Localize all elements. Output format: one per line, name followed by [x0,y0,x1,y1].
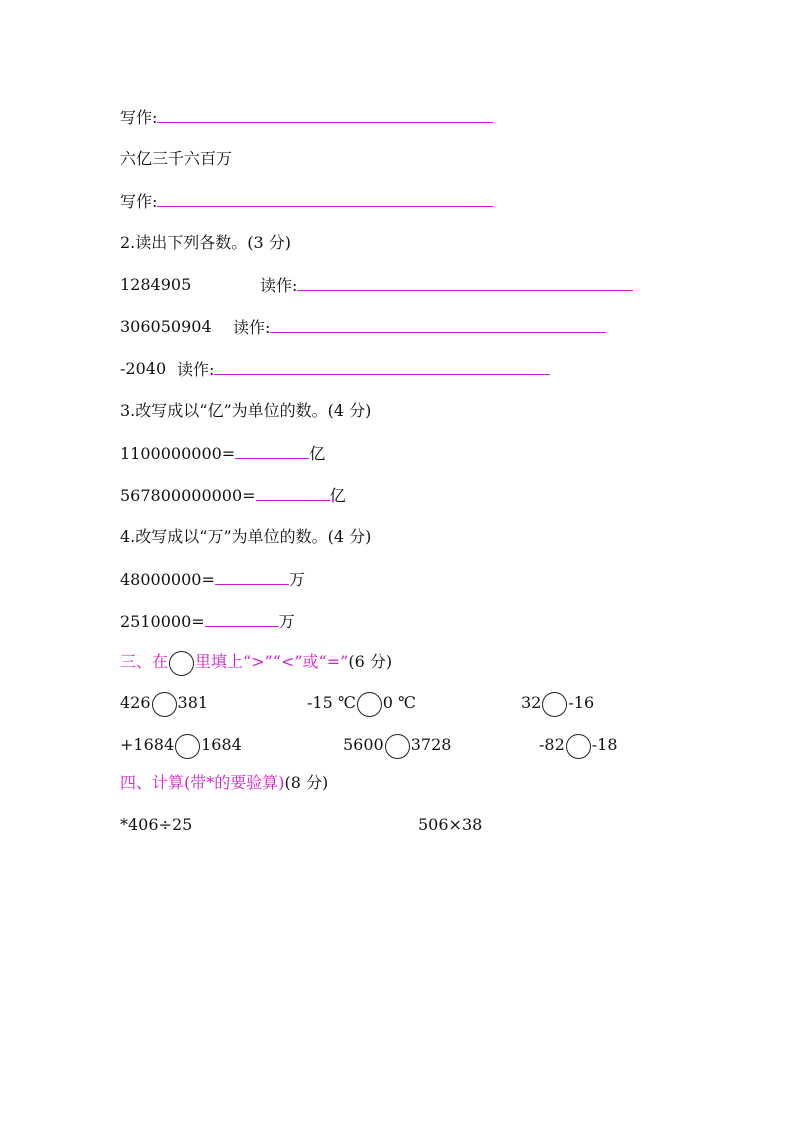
read-group [260,273,633,298]
answer-blank[interactable] [235,441,309,459]
left-value: 5600 [343,735,384,754]
write-line-2 [120,189,493,213]
right-value: -18 [591,735,618,754]
answer-blank[interactable] [205,609,279,627]
left-value: -15 ℃ [307,693,356,712]
question-4-heading: 4.改写成以“万”为单位的数。(4 分) [120,527,372,546]
left-value: 32 [521,693,542,712]
write-line-1 [120,105,493,129]
read-label: 读作: [233,318,271,337]
compare-item [343,733,451,759]
unit: 万 [278,612,295,631]
unit: 亿 [329,486,346,505]
section-3-heading [120,650,392,674]
right-value: 3728 [410,735,452,754]
number: 1284905 [120,275,192,294]
answer-blank[interactable] [270,315,606,333]
section-4-heading [120,771,328,795]
unit: 万 [288,570,305,589]
answer-blank[interactable] [157,105,493,123]
compare-item [521,691,594,717]
compare-item [120,733,242,759]
convert-line [120,441,325,465]
read-group [233,315,606,340]
section-score: (6 分) [348,652,393,671]
answer-blank[interactable] [157,189,493,207]
right-value: 381 [177,693,209,712]
right-value: -16 [568,693,595,712]
question-3-heading: 3.改写成以“亿”为单位的数。(4 分) [120,401,372,420]
number: 306050904 [120,317,212,336]
write-label: 写作: [120,192,158,211]
read-line [120,273,298,297]
compare-circle[interactable] [175,734,200,759]
compare-circle[interactable] [566,734,591,759]
section-score: (8 分) [284,773,329,792]
unit: 亿 [309,444,326,463]
convert-line [120,483,346,507]
write-label: 写作: [120,108,158,127]
calc-problem: 506×38 [418,815,483,834]
read-label: 读作: [177,360,215,379]
question-2-heading: 2.读出下列各数。(3 分) [120,233,292,252]
right-value: 0 ℃ [382,693,416,712]
compare-item [539,733,618,759]
number-in-words: 六亿三千六百万 [120,149,233,168]
right-value: 1684 [201,735,242,754]
section-title: 三、在 [120,652,169,671]
left-value: -82 [539,735,565,754]
convert-line [120,609,295,633]
number: -2040 [120,359,167,378]
expression: 1100000000= [120,444,236,463]
expression: 567800000000= [120,486,256,505]
answer-blank[interactable] [215,567,289,585]
left-value: +1684 [120,735,175,754]
answer-blank[interactable] [214,357,550,375]
compare-item [120,691,208,717]
compare-circle[interactable] [357,692,382,717]
circle-icon [169,651,194,676]
compare-circle[interactable] [385,734,410,759]
answer-blank[interactable] [256,483,330,501]
expression: 48000000= [120,570,215,589]
left-value: 426 [120,693,151,712]
calc-problem: *406÷25 [120,815,193,834]
section-title-rest: 里填上“>”“<”或“=” [195,652,349,671]
read-line [120,357,215,381]
compare-circle[interactable] [152,692,177,717]
expression: 2510000= [120,612,205,631]
read-line [120,315,271,339]
answer-blank[interactable] [297,273,633,291]
section-title: 四、计算(带*的要验算) [120,773,285,792]
read-label: 读作: [260,276,298,295]
compare-item [307,691,416,717]
compare-circle[interactable] [542,692,567,717]
convert-line [120,567,305,591]
read-group [177,357,550,382]
